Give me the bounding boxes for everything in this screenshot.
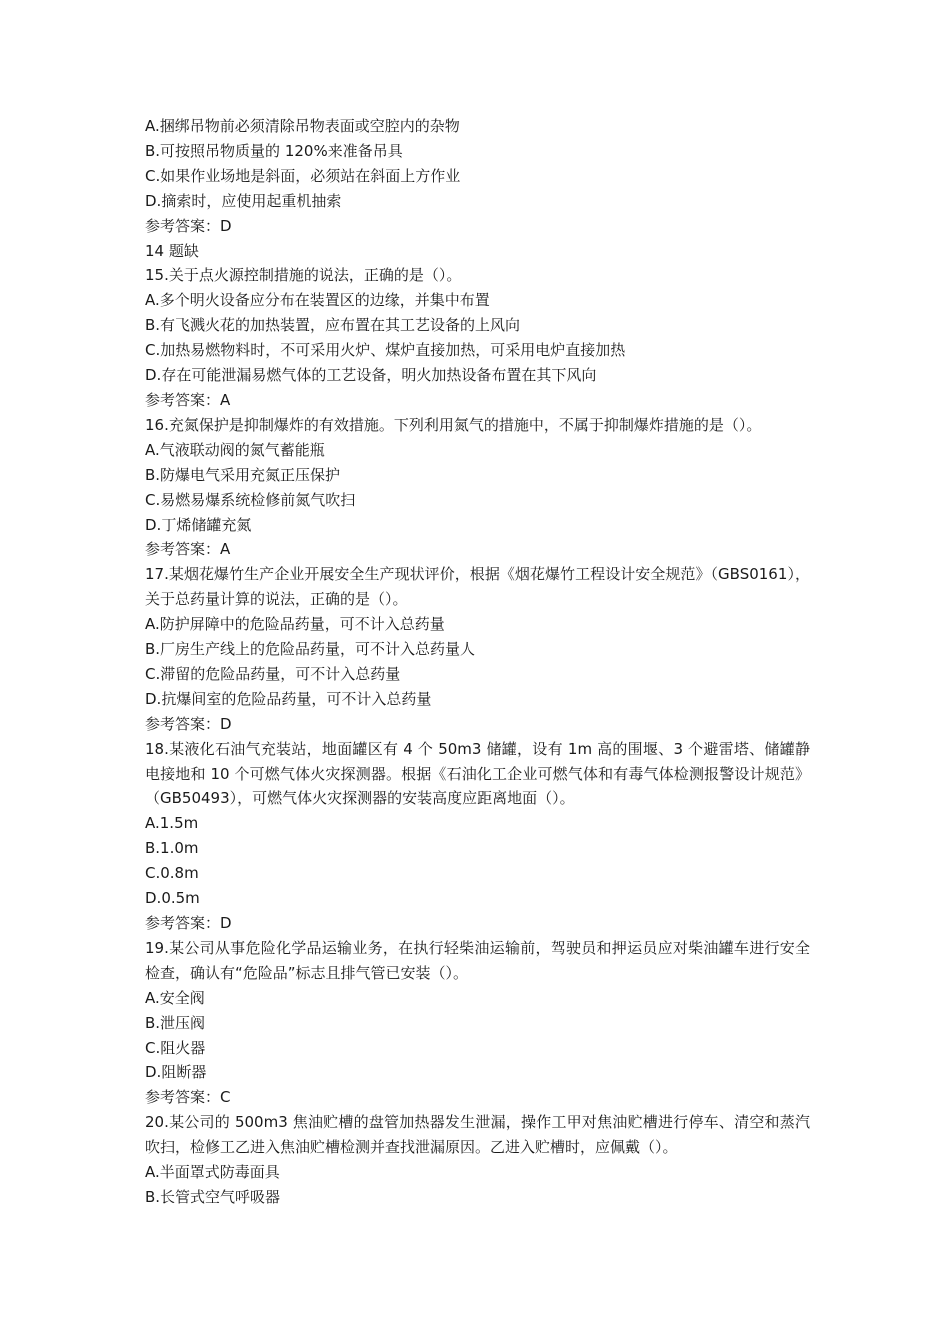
- text-line: 参考答案：D: [145, 914, 232, 932]
- text-line: B.防爆电气采用充氮正压保护: [145, 465, 341, 484]
- text-line: 19.某公司从事危险化学品运输业务，在执行轻柴油运输前，驾驶员和押运员应对柴油罐车进行安全检查，确认有“危险品”标志且排气管已安装（）。: [145, 938, 810, 982]
- text-line: 参考答案：A: [145, 540, 231, 559]
- text-line: A.捆绑吊物前必须清除吊物表面或空腔内的杂物: [145, 117, 460, 135]
- text-line: C.如果作业场地是斜面，必须站在斜面上方作业: [145, 166, 461, 185]
- text-line: A.气液联动阀的氮气蓄能瓶: [145, 440, 325, 459]
- text-line: B.有飞溅火花的加热装置，应布置在其工艺设备的上风向: [145, 316, 521, 335]
- text-line: 参考答案：C: [145, 1088, 231, 1107]
- text-line: C.滞留的危险品药量，可不计入总药量: [145, 664, 401, 683]
- text-line: 参考答案：A: [145, 390, 231, 409]
- text-line: 15.关于点火源控制措施的说法，正确的是（）。: [145, 266, 462, 285]
- text-line: 17.某烟花爆竹生产企业开展安全生产现状评价，根据《烟花爆竹工程设计安全规范》（GBS0161），关于总药量计算的说法，正确的是（）。: [145, 565, 810, 609]
- text-line: 18.某液化石油气充装站，地面罐区有 4 个 50m3 储罐，设有 1m 高的围堰、3 个避雷塔、储罐静电接地和 10 个可燃气体火灾探测器。根据《石油化工企业可燃气体和有毒气体检测报警设计规范》（GB50493），可燃气体火灾探测器的安装高度应距离地面（）。: [145, 739, 810, 808]
- text-line: C.0.8m: [145, 864, 199, 883]
- text-line: C.易燃易爆系统检修前氮气吹扫: [145, 490, 356, 509]
- text-line: A.多个明火设备应分布在装置区的边缘，并集中布置: [145, 291, 490, 310]
- text-line: A.1.5m: [145, 814, 199, 833]
- document-page: [145, 114, 810, 1210]
- text-line: 16.充氮保护是抑制爆炸的有效措施。下列利用氮气的措施中，不属于抑制爆炸措施的是（）。: [145, 415, 762, 434]
- text-line: 14 题缺: [145, 241, 199, 260]
- text-line: B.可按照吊物质量的 120%来准备吊具: [145, 141, 403, 160]
- text-line: B.泄压阀: [145, 1013, 206, 1032]
- text-line: D.抗爆间室的危险品药量，可不计入总药量: [145, 689, 432, 708]
- text-line: C.加热易燃物料时，不可采用火炉、煤炉直接加热，可采用电炉直接加热: [145, 341, 626, 360]
- text-line: B.厂房生产线上的危险品药量，可不计入总药量人: [145, 640, 476, 659]
- text-line: D.阻断器: [145, 1063, 207, 1082]
- text-line: C.阻火器: [145, 1038, 206, 1057]
- text-line: D.0.5m: [145, 889, 200, 908]
- text-line: B.长管式空气呼吸器: [145, 1187, 281, 1206]
- text-line: D.存在可能泄漏易燃气体的工艺设备，明火加热设备布置在其下风向: [145, 366, 597, 385]
- text-line: A.防护屏障中的危险品药量，可不计入总药量: [145, 615, 445, 634]
- text-line: A.安全阀: [145, 988, 205, 1007]
- text-line: D.丁烯储罐充氮: [145, 515, 252, 534]
- text-line: 20.某公司的 500m3 焦油贮槽的盘管加热器发生泄漏，操作工甲对焦油贮槽进行停车、清空和蒸汽吹扫，检修工乙进入焦油贮槽检测并查找泄漏原因。乙进入贮槽时，应佩戴（）。: [145, 1113, 810, 1157]
- text-line: 参考答案：D: [145, 714, 232, 733]
- text-line: B.1.0m: [145, 839, 199, 858]
- text-line: A.半面罩式防毒面具: [145, 1163, 280, 1182]
- text-line: 参考答案：D: [145, 216, 232, 235]
- text-line: D.摘索时，应使用起重机抽索: [145, 191, 342, 210]
